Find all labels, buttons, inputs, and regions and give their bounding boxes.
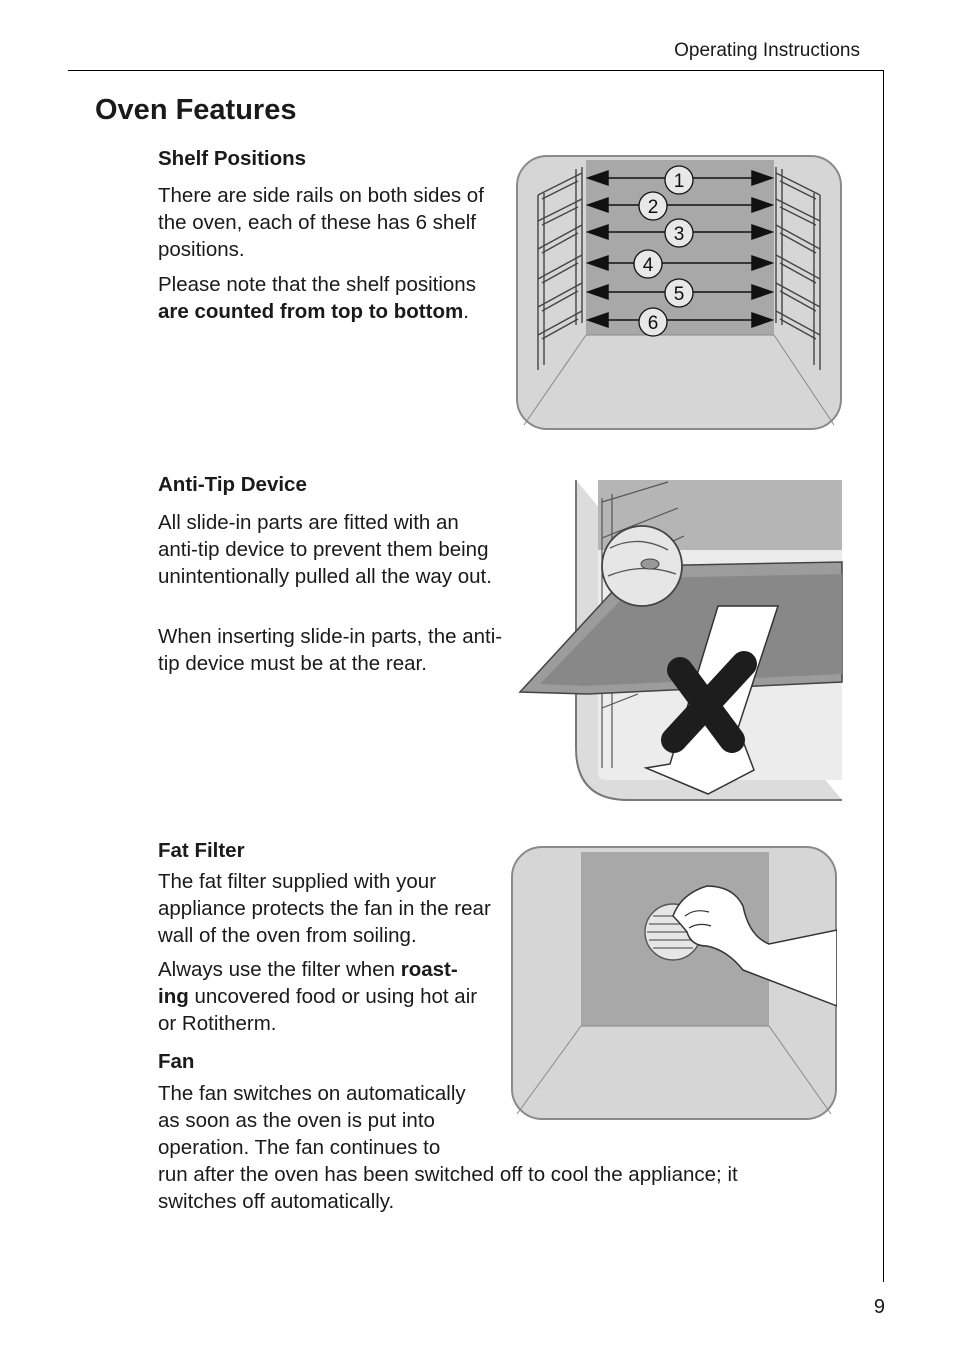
anti-tip-paragraph-2: When inserting slide-in parts, the anti-tip device must be at the rear. xyxy=(158,625,503,675)
fan-line-1: The fan switches on automatically xyxy=(158,1082,466,1105)
shelf-position-4-label: 4 xyxy=(642,255,654,276)
header-section-label: Operating Instructions xyxy=(674,40,860,61)
fat-filter-note: Always use the filter when xyxy=(158,958,396,981)
page-title: Oven Features xyxy=(95,94,297,126)
shelf-positions-note-emphasis: are counted from top to bottom xyxy=(158,300,464,323)
fat-filter-note-emphasis-end: ing xyxy=(158,985,189,1008)
shelf-positions-diagram xyxy=(516,155,842,431)
fat-filter-note-emphasis: roast- xyxy=(400,958,458,981)
shelf-position-5-label: 5 xyxy=(673,284,685,305)
shelf-positions-heading: Shelf Positions xyxy=(158,147,307,170)
header-rule xyxy=(68,70,884,71)
shelf-position-3-label: 3 xyxy=(673,224,685,245)
shelf-position-2-label: 2 xyxy=(647,197,659,218)
fan-line-4: run after the oven has been switched off to cool the appliance; it xyxy=(158,1163,738,1186)
fat-filter-paragraph-2 xyxy=(158,956,498,1037)
shelf-position-1-label: 1 xyxy=(673,171,685,192)
anti-tip-paragraph-1: All slide-in parts are fitted with an anti-tip device to prevent them being unintentionally pulled all the way out. xyxy=(158,511,492,588)
fan-line-3: operation. The fan continues to xyxy=(158,1136,441,1159)
fan-line-5: switches off automatically. xyxy=(158,1190,395,1213)
shelf-positions-paragraph-1: There are side rails on both sides of the oven, each of these has 6 shelf positions. xyxy=(158,184,484,261)
fan-heading: Fan xyxy=(158,1050,195,1073)
shelf-positions-paragraph-2 xyxy=(158,271,503,325)
fat-filter-heading: Fat Filter xyxy=(158,839,245,862)
fat-filter-paragraph-1: The fat filter supplied with your appliance protects the fan in the rear wall of the oven from soiling. xyxy=(158,870,491,947)
anti-tip-illustration xyxy=(518,478,844,806)
fan-line-2: as soon as the oven is put into xyxy=(158,1109,435,1132)
shelf-position-6-label: 6 xyxy=(647,313,659,334)
page-number: 9 xyxy=(873,1296,885,1318)
shelf-positions-note: Please note that the shelf positions xyxy=(158,273,476,296)
anti-tip-heading: Anti-Tip Device xyxy=(158,473,307,496)
fat-filter-note-end: uncovered food or using hot air or Rotitherm. xyxy=(158,985,478,1035)
shelf-positions-note-end: . xyxy=(463,300,469,323)
side-rule xyxy=(883,70,884,1282)
fan-paragraph xyxy=(158,1080,738,1215)
